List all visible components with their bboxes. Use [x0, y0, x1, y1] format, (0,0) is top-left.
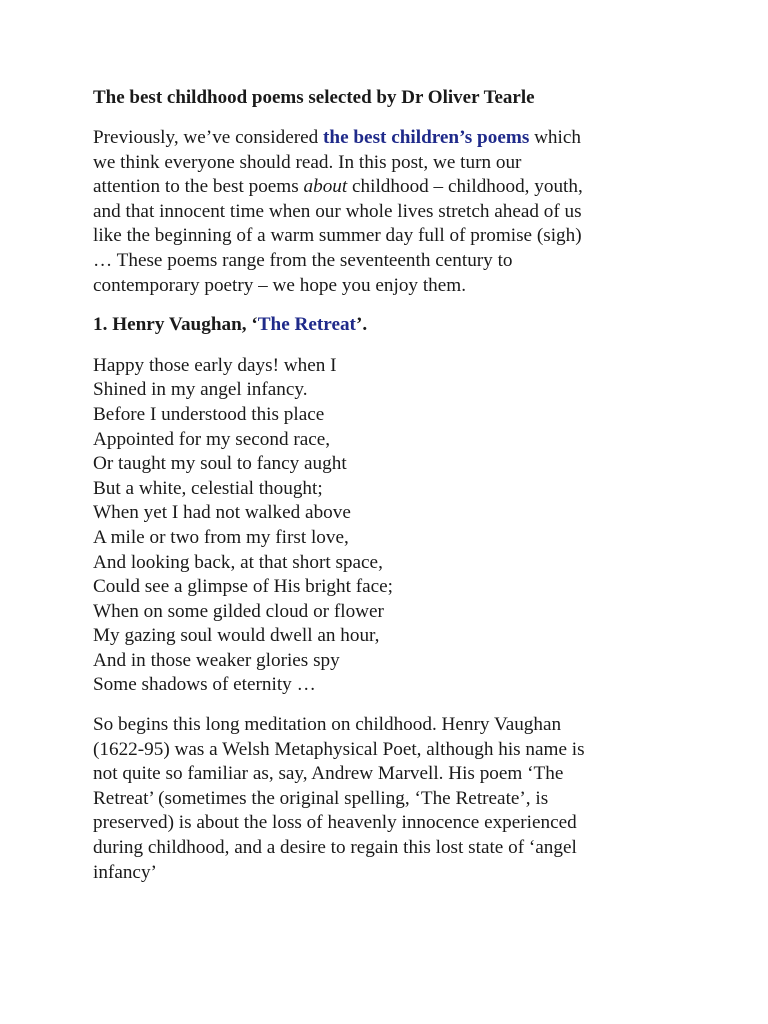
article-title: The best childhood poems selected by Dr Oliver Tearle [93, 87, 535, 108]
poem-line: My gazing soul would dwell an hour, [93, 625, 380, 647]
intro-line-3 [93, 175, 713, 200]
childrens-poems-link[interactable]: the best children’s poems [323, 127, 530, 148]
document-page [93, 86, 713, 900]
poem-line: A mile or two from my first love, [93, 526, 349, 548]
intro-line-2: we think everyone should read. In this post, we turn our [93, 151, 522, 173]
intro-text: attention to the best poems [93, 176, 304, 198]
poem-line: And in those weaker glories spy [93, 649, 340, 671]
intro-line-6: … These poems range from the seventeenth century to [93, 249, 513, 271]
intro-text: which [529, 127, 581, 148]
poem-line: When yet I had not walked above [93, 502, 351, 524]
the-retreat-link[interactable]: The Retreat [257, 314, 356, 336]
intro-text: childhood – childhood, youth, [347, 176, 583, 198]
poem-line: Before I understood this place [93, 403, 325, 425]
commentary-line: during childhood, and a desire to regain this lost state of ‘angel [93, 837, 577, 859]
poem-line: Appointed for my second race, [93, 428, 331, 450]
poem-line: Happy those early days! when I [93, 354, 337, 376]
poem-line: But a white, celestial thought; [93, 477, 323, 499]
commentary-line: (1622-95) was a Welsh Metaphysical Poet, although his name is [93, 738, 585, 760]
intro-paragraph [93, 126, 713, 298]
commentary-line: Retreat’ (sometimes the original spelling, ‘The Retreate’, is [93, 787, 549, 809]
section-prefix: 1. Henry Vaughan, ‘ [93, 314, 258, 336]
poem-line: When on some gilded cloud or flower [93, 600, 384, 622]
poem-excerpt [93, 354, 713, 698]
poem-line: Some shadows of eternity … [93, 674, 316, 696]
intro-line-7: contemporary poetry – we hope you enjoy them. [93, 274, 466, 296]
poem-line: Or taught my soul to fancy aught [93, 453, 347, 475]
section-heading [93, 313, 713, 338]
commentary-line: not quite so familiar as, say, Andrew Marvell. His poem ‘The [93, 763, 564, 785]
commentary-line: preserved) is about the loss of heavenly innocence experienced [93, 812, 577, 834]
commentary-line: infancy’ [93, 861, 157, 883]
commentary-line: So begins this long meditation on childhood. Henry Vaughan [93, 714, 562, 736]
poem-line: Shined in my angel infancy. [93, 379, 308, 401]
emphasis-text: about [303, 176, 348, 198]
intro-text: Previously, we’ve considered [93, 127, 324, 148]
commentary-paragraph [93, 713, 713, 885]
poem-line: Could see a glimpse of His bright face; [93, 576, 394, 598]
poem-line: And looking back, at that short space, [93, 551, 383, 573]
intro-line-4: and that innocent time when our whole lives stretch ahead of us [93, 200, 582, 222]
intro-line-5: like the beginning of a warm summer day full of promise (sigh) [93, 225, 582, 247]
intro-line-1 [93, 126, 713, 151]
section-suffix: ’. [355, 314, 368, 336]
